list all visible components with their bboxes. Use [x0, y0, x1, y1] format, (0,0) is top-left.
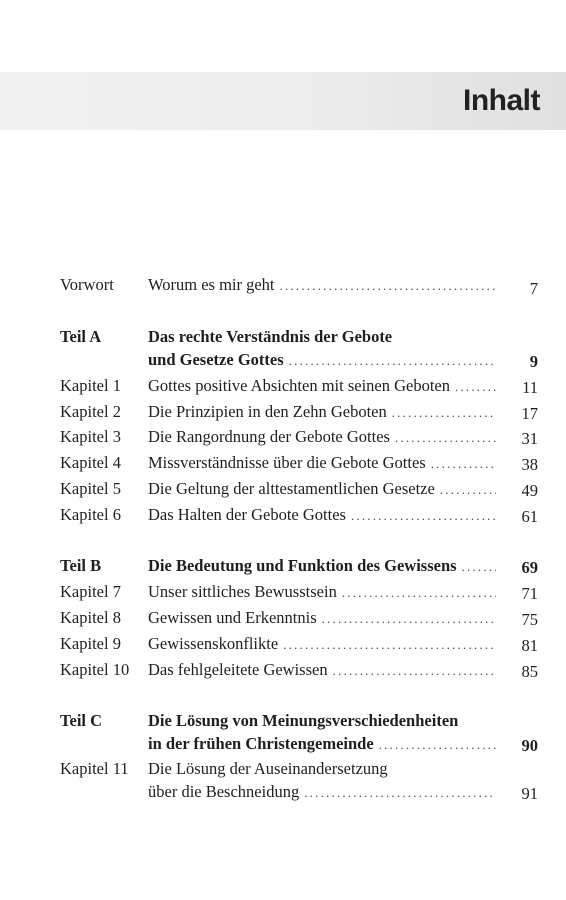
- toc-page-number: 85: [521, 662, 538, 681]
- dot-leader: [283, 633, 496, 657]
- toc-page-number: 31: [521, 429, 538, 448]
- dot-leader: [280, 274, 496, 298]
- toc-label: Kapitel 4: [60, 453, 121, 472]
- toc-page-number: 17: [521, 404, 538, 423]
- toc-title: Unser sittliches Bewusstsein: [148, 582, 337, 601]
- toc-title: Das fehlgeleitete Gewissen: [148, 660, 328, 679]
- toc-page-number: 75: [521, 610, 538, 629]
- toc-page-number: 81: [521, 636, 538, 655]
- toc-title-line: [148, 425, 496, 450]
- toc-title-continued: über die Beschneidung: [148, 782, 300, 801]
- page-title: Inhalt: [463, 84, 540, 117]
- toc-title: Die Lösung der Auseinandersetzung: [148, 759, 388, 778]
- toc-title-continued: und Gesetze Gottes: [148, 350, 284, 369]
- dot-leader: [289, 349, 496, 373]
- dot-leader: [392, 401, 496, 425]
- toc-title: Missverständnisse über die Gebote Gottes: [148, 453, 426, 472]
- toc-title: Die Prinzipien in den Zehn Geboten: [148, 402, 387, 421]
- dot-leader: [395, 426, 496, 450]
- toc-label: Kapitel 5: [60, 479, 121, 498]
- toc-label: Kapitel 11: [60, 759, 129, 778]
- dot-leader: [431, 452, 496, 476]
- toc-title: Gewissen und Erkenntnis: [148, 608, 317, 627]
- toc-title-line: [148, 606, 496, 631]
- toc-label: Kapitel 6: [60, 505, 121, 524]
- toc-title-continued: in der frühen Christengemeinde: [148, 734, 374, 753]
- toc-title-line: [148, 477, 496, 502]
- toc-label: Kapitel 7: [60, 582, 121, 601]
- dot-leader: [462, 555, 496, 579]
- toc-label: Kapitel 9: [60, 634, 121, 653]
- toc-label: Vorwort: [60, 275, 114, 294]
- dot-leader: [333, 659, 496, 683]
- toc-page-number: 7: [529, 279, 538, 298]
- dot-leader: [440, 478, 496, 502]
- toc-title: Das Halten der Gebote Gottes: [148, 505, 346, 524]
- toc-title-line: [148, 374, 496, 399]
- toc-page-number: 38: [521, 455, 538, 474]
- toc-label: Kapitel 1: [60, 376, 121, 395]
- toc-title-line-2: [148, 732, 496, 757]
- dot-leader: [379, 733, 496, 757]
- toc-page-number: 11: [522, 378, 538, 397]
- toc-label: Kapitel 2: [60, 402, 121, 421]
- toc-page-number: 9: [529, 352, 538, 371]
- dot-leader: [322, 607, 496, 631]
- toc-title-line-2: [148, 780, 496, 805]
- toc-title-line: [148, 503, 496, 528]
- toc-title: Worum es mir geht: [148, 275, 275, 294]
- toc-title-line: [148, 709, 496, 733]
- dot-leader: [351, 504, 496, 528]
- toc-title-line: [148, 658, 496, 683]
- toc-label: Teil A: [60, 327, 102, 346]
- toc-page-number: 69: [521, 558, 538, 577]
- toc-title-line: [148, 757, 496, 781]
- toc-title-line: [148, 554, 496, 579]
- toc-label: Kapitel 10: [60, 660, 130, 679]
- toc-title: Die Lösung von Meinungsverschiedenheiten: [148, 711, 459, 730]
- toc-label: Teil B: [60, 556, 102, 575]
- toc-page-number: 49: [521, 481, 538, 500]
- toc-page-number: 61: [521, 507, 538, 526]
- toc-title-line-2: [148, 348, 496, 373]
- toc-title-line: [148, 325, 496, 349]
- toc-page-number: 91: [521, 784, 538, 803]
- toc-title: Gewissenskonflikte: [148, 634, 279, 653]
- toc-title-line: [148, 580, 496, 605]
- toc-title: Die Geltung der alttestamentlichen Gesetze: [148, 479, 435, 498]
- toc-title-line: [148, 273, 496, 298]
- dot-leader: [304, 781, 496, 805]
- toc-title: Die Bedeutung und Funktion des Gewissens: [148, 556, 457, 575]
- toc-title-line: [148, 400, 496, 425]
- toc-page-number: 71: [521, 584, 538, 603]
- toc-page-number: 90: [521, 736, 538, 755]
- toc-label: Kapitel 8: [60, 608, 121, 627]
- dot-leader: [455, 375, 496, 399]
- dot-leader: [342, 581, 496, 605]
- toc-title-line: [148, 451, 496, 476]
- toc-title: Gottes positive Absichten mit seinen Geboten: [148, 376, 450, 395]
- toc-title: Das rechte Verständnis der Gebote: [148, 327, 393, 346]
- toc-label: Teil C: [60, 711, 103, 730]
- toc-label: Kapitel 3: [60, 427, 121, 446]
- toc-title-line: [148, 632, 496, 657]
- toc-title: Die Rangordnung der Gebote Gottes: [148, 427, 390, 446]
